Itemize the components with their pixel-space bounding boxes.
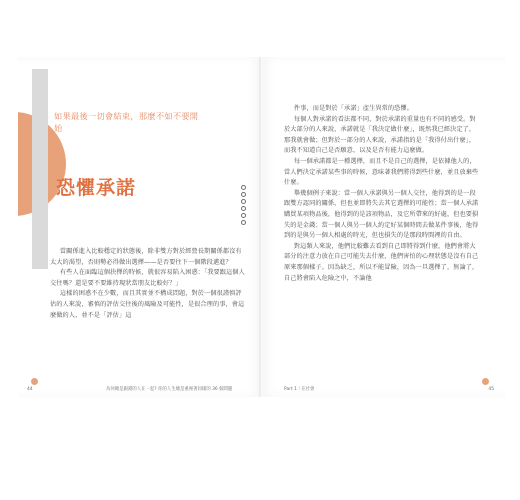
right-footer <box>284 387 494 393</box>
left-page-body <box>50 247 246 321</box>
right-paragraph-4: 舉幾個例子來說：當一個人承諾與另一個人交往，他得到的是一段跟雙方認同的關係，但也並即將失去其它選擇的可能性；當一個人承諾購買某項物品後，他得到的是該項物品，及它所帶來的好處，但也要損失的是金錢；當一個人與另一個人約定好某個時間去做某件事後，他得到的是與另一個人相處的時光，但也損失的是那段時間裡的自由。 <box>284 189 479 240</box>
right-page-body <box>284 104 480 284</box>
left-page-number: 44 <box>27 387 33 392</box>
right-paragraph-3: 每一個承諾都是一種選擇，而且不是自己的選擇，是依據他人的，當人們決定承諾某些事的時候，意味著我們將得到些什麼，並且放棄些什麼。 <box>284 157 479 187</box>
decorative-grey-band <box>32 69 48 269</box>
left-paragraph-1: 當關係進入比較穩定的狀態後，除非雙方對於經營長期關係都沒有太大的渴望，否則勢必得做出選擇——是否要往下一個階段邁進？ <box>50 248 242 266</box>
book-title: 為何總是跟錯的人在一起? 你的人生總是重複著同樣的 36 個問題 <box>106 387 233 392</box>
page-marker-icon <box>31 378 38 385</box>
dot-icon <box>241 192 246 197</box>
decorative-dot-column <box>241 185 247 225</box>
dot-icon <box>241 213 246 218</box>
chapter-title: 恐懼承諾 <box>56 177 137 199</box>
chapter-subtitle: 如果最後一切會結束，那麼不如不要開始 <box>54 111 199 133</box>
dot-icon <box>241 199 246 204</box>
right-paragraph-1: 件事，而是對於「承諾」產生異常的恐懼。 <box>293 105 413 112</box>
left-page <box>18 57 261 397</box>
right-page-number: 45 <box>488 387 494 392</box>
left-footer <box>27 387 257 393</box>
page-marker-icon <box>482 378 489 385</box>
dot-icon <box>241 185 246 190</box>
left-paragraph-3: 這樣的困惑不在少數，而且其實並不構成問題，對於一個很謹慎評估的人來說，審慎的評估交往後的風險及可能性，是很合理的事，會這麼做的人，並不是「評估」這 <box>50 290 245 319</box>
right-paragraph-2: 每個人對承諾的看法都不同，對於承諾的重量也有不同的感受。對於大部分的人來說，承諾就是「我決定做什麼」，既然我已經決定了，那我就會做；但對於一部分的人來說，承諾指的是「我得付出什麼」，而我不知道自己是否願意，以及是否有能力這麼做。 <box>284 115 476 155</box>
left-paragraph-2: 有些人在面臨這個抉擇的時候，就很容易陷入困惑：「我要跟這個人交往嗎？還是要不要維持現狀當朋友比較好？」 <box>50 269 245 287</box>
dot-icon <box>241 220 246 225</box>
dot-icon <box>241 206 246 211</box>
part-label: Part 1｜在社會 <box>284 387 315 392</box>
right-page <box>262 57 505 397</box>
right-paragraph-5: 對這類人來說，他們比較難去看到自己即將得到什麼，他們會將大部分的注意力放在自己可能失去什麼，他們害怕的心理狀態是沒有自己原來那個樣子。因為缺乏，所以不能冒險，因為一旦選擇了，無論了，自己將會陷入危險之中，不論他 <box>284 242 479 282</box>
